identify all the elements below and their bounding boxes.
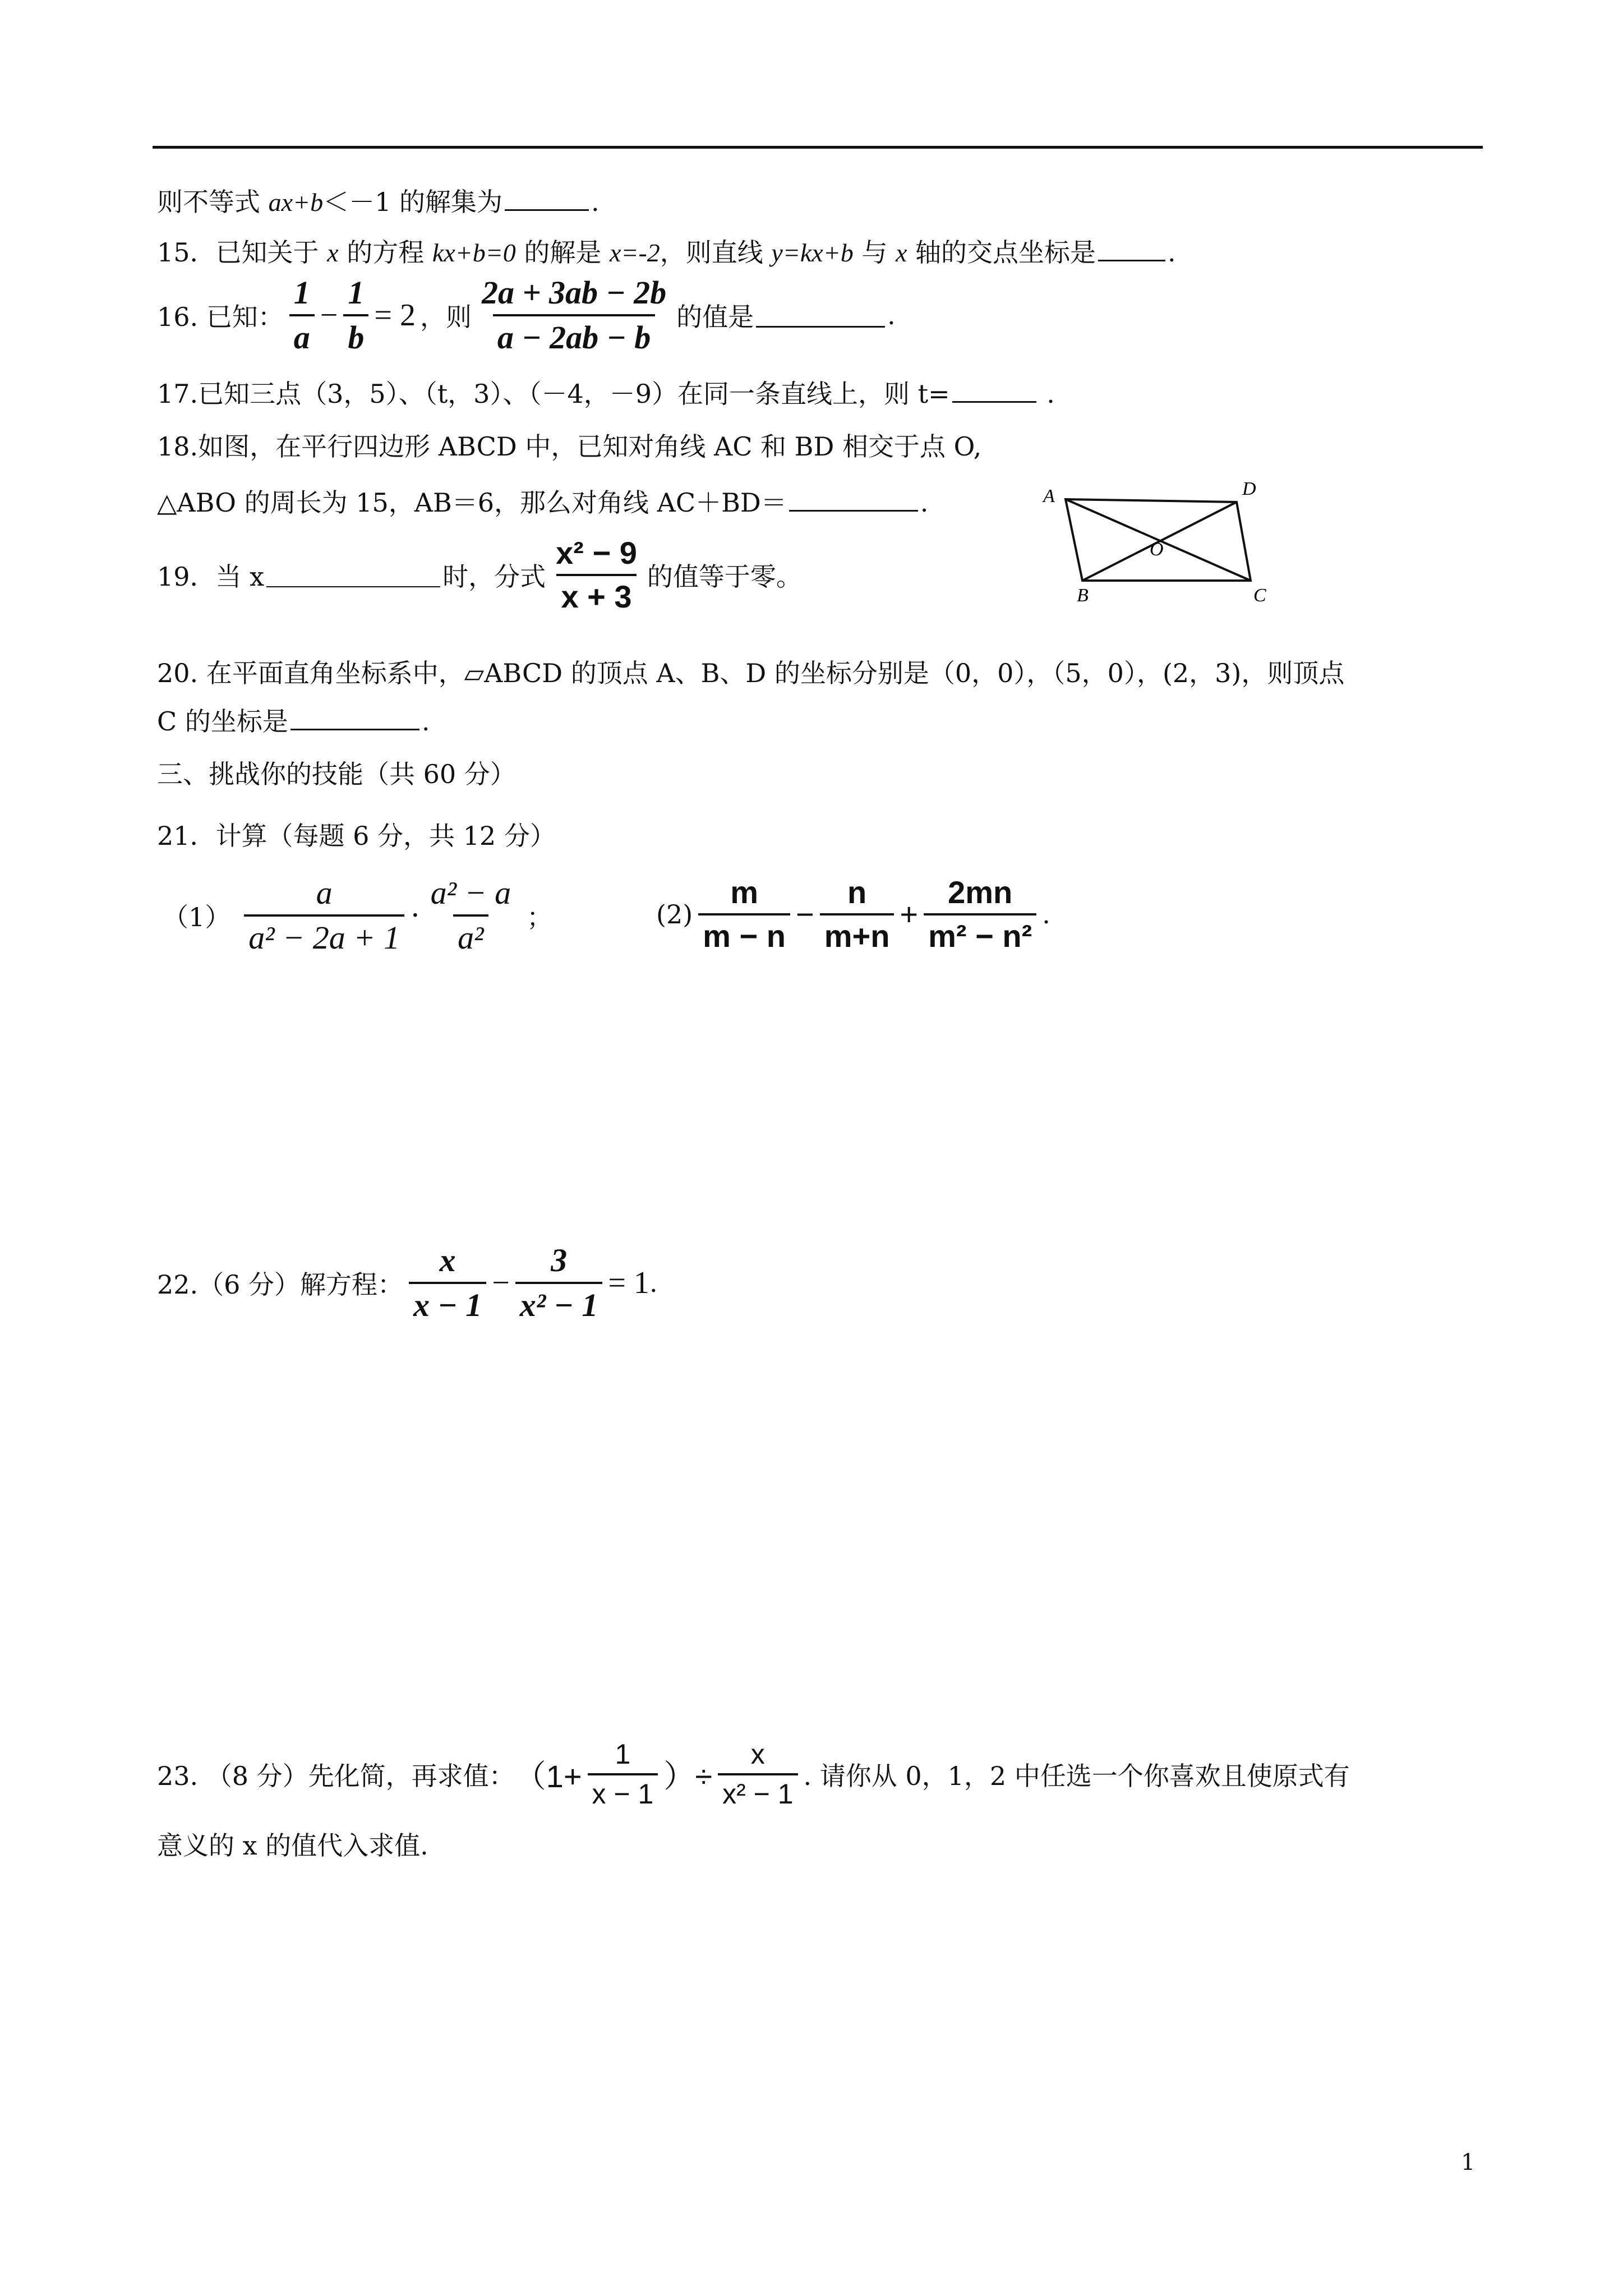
section-3-heading: 三、挑战你的技能（共 60 分） bbox=[157, 759, 516, 789]
answer-blank bbox=[756, 302, 885, 328]
fraction: $\frac{\text{x² − 9}}{x + 3}$ bbox=[556, 535, 637, 614]
vertex-b-label: B bbox=[1077, 585, 1089, 606]
answer-blank bbox=[505, 186, 589, 211]
q21-part1: （1） $\frac{a}{\text{a² − 2a + 1}}$ · $\frac{\text{a² − a}}{\text{a²}}$ ； bbox=[163, 875, 553, 956]
header-rule bbox=[153, 146, 1483, 149]
fraction: $\frac{\text{a² − a}}{\text{a²}}$ bbox=[430, 875, 511, 956]
q14-line: 则不等式 ax+b＜－1 的解集为 . bbox=[157, 187, 600, 217]
answer-blank bbox=[266, 563, 440, 587]
vertex-d-label: D bbox=[1242, 478, 1256, 499]
q20-line-2: C 的坐标是 . bbox=[157, 706, 430, 737]
q19-line: 19．当 x 时，分式 $\frac{\text{x² − 9}}{x + 3}$ 的值等于零。 bbox=[157, 535, 802, 614]
fraction: $\frac{m}{m - n}$ bbox=[698, 875, 790, 953]
fraction: $\frac{3}{\text{x² − 1}}$ bbox=[515, 1243, 603, 1323]
q23-line-1: 23. （8 分）先化简，再求值： （1+ $\frac{1}{x - 1}$ ）÷ $\frac{x}{\text{x² − 1}}$ . 请你从 0，1，2 中任选一个你喜欢且使原式有 bbox=[157, 1738, 1350, 1810]
q18-line-1: 18.如图，在平行四边形 ABCD 中，已知对角线 AC 和 BD 相交于点 O, bbox=[157, 431, 982, 462]
vertex-a-label: A bbox=[1043, 486, 1055, 507]
fraction: $\frac{2mn}{\text{m² − n²}}$ bbox=[924, 875, 1036, 953]
answer-blank bbox=[1098, 236, 1165, 261]
answer-blank bbox=[291, 705, 419, 730]
fraction: $\frac{1}{a}$ bbox=[289, 275, 315, 356]
fraction: $\frac{a}{\text{a² − 2a + 1}}$ bbox=[244, 875, 404, 956]
parallelogram-figure bbox=[1038, 477, 1279, 606]
fraction: $\frac{1}{x - 1}$ bbox=[588, 1739, 658, 1810]
fraction: $\frac{1}{b}$ bbox=[343, 275, 368, 356]
q20-line-1: 20. 在平面直角坐标系中，▱ABCD 的顶点 A、B、D 的坐标分别是（0，0），（5，0），(2，3)，则顶点 bbox=[157, 658, 1345, 688]
q15-line: 15．已知关于 x 的方程 kx+b=0 的解是 x=-2，则直线 y=kx+b 与 x 轴的交点坐标是 . bbox=[157, 237, 1176, 268]
q21-title: 21．计算（每题 6 分，共 12 分） bbox=[157, 821, 556, 851]
q23-line-2: 意义的 x 的值代入求值. bbox=[157, 1830, 428, 1861]
fraction: $\frac{n}{m+n}$ bbox=[820, 875, 895, 953]
page-number: 1 bbox=[1461, 2150, 1476, 2175]
q17-line: 17.已知三点（3，5）、（t，3）、（－4，－9）在同一条直线上，则 t= . bbox=[157, 379, 1055, 409]
answer-blank bbox=[789, 486, 918, 512]
vertex-c-label: C bbox=[1253, 585, 1266, 606]
fraction: $\frac{2a + 3ab - 2b}{a - 2ab - b}$ bbox=[481, 274, 667, 356]
q22-line: 22.（6 分）解方程： $\frac{x}{x - 1}$ − $\frac{3}{\text{x² − 1}}$ = 1 . bbox=[157, 1242, 658, 1323]
fraction: $\frac{x}{x - 1}$ bbox=[409, 1243, 486, 1323]
answer-blank bbox=[952, 378, 1036, 403]
q16-line: 16. 已知： $\frac{1}{a}$ − $\frac{1}{b}$ = 2 ，则 $\frac{2a + 3ab - 2b}{a - 2ab - b}$ 的值是 . bbox=[157, 274, 896, 356]
q18-line-2: △ABO 的周长为 15，AB＝6，那么对角线 AC＋BD＝ . bbox=[157, 487, 929, 518]
center-o-label: O bbox=[1150, 539, 1164, 560]
fraction: $\frac{x}{\text{x² − 1}}$ bbox=[718, 1739, 797, 1810]
q21-part2: (2) $\frac{m}{m - n}$ − $\frac{n}{m+n}$ + $\frac{2mn}{\text{m² − n²}}$ . bbox=[656, 875, 1050, 954]
